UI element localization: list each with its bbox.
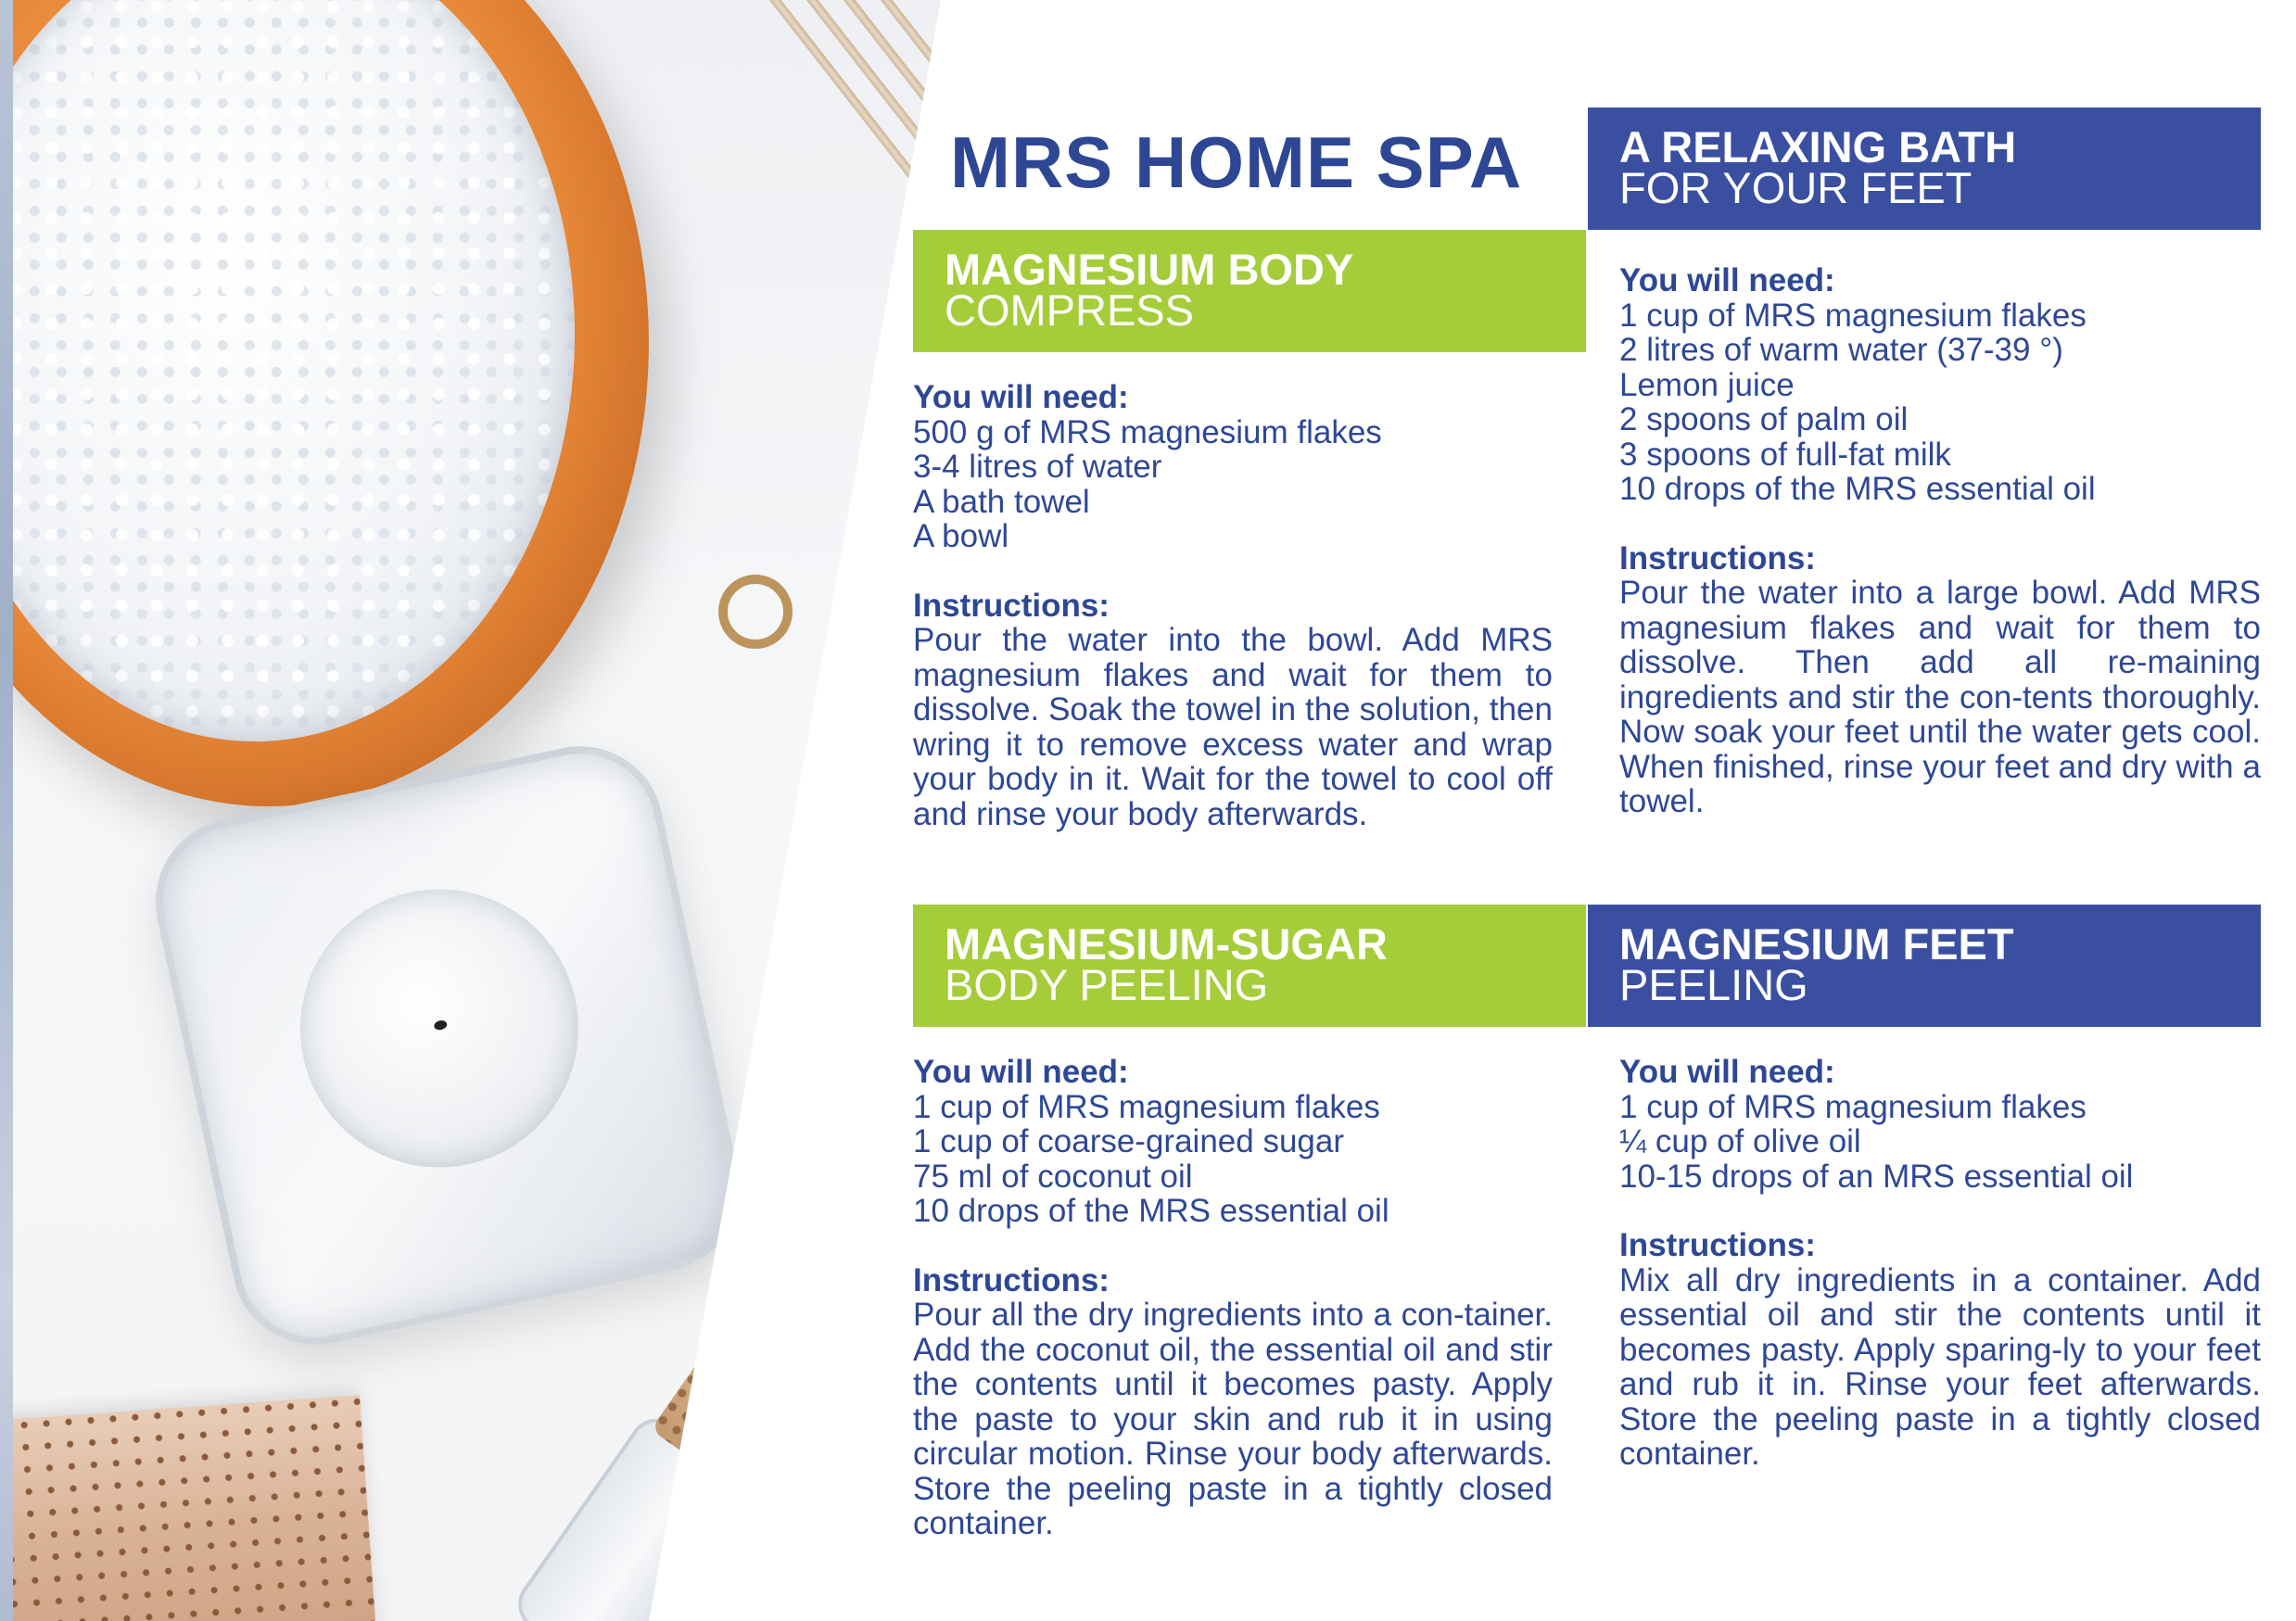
photo-edge-strip — [0, 0, 13, 1621]
ingredient-item: ¼ cup of olive oil — [1619, 1123, 1861, 1159]
recipe-relaxing-bath — [1619, 263, 2261, 819]
recipe-banner-feet-peeling — [1588, 905, 2261, 1027]
need-label: You will need: — [913, 1054, 1129, 1090]
candle-wick — [433, 1019, 448, 1032]
ingredient-item: 10 drops of the MRS essential oil — [1619, 471, 2096, 507]
recipe-sugar-peeling — [913, 1055, 1553, 1541]
candle — [274, 864, 604, 1194]
instructions-label: Instructions: — [1619, 539, 1816, 576]
recipe-banner-sugar-peeling — [913, 905, 1586, 1027]
instructions-label: Instructions: — [913, 587, 1110, 624]
oil-vial — [507, 1408, 769, 1621]
instructions-text: Pour the water into a large bowl. Add MRS magnesium flakes and wait for them to dissolve. Then add all re-maining ingredients and stir the con-tents thoroughly. Now soak your feet until the water gets cool. When finished, rinse your feet and dry with a towel. — [1619, 575, 2261, 819]
ingredient-item: 500 g of MRS magnesium flakes — [913, 413, 1382, 450]
recipe-banner-relaxing-bath — [1588, 108, 2261, 230]
ingredient-item: 3-4 litres of water — [913, 449, 1162, 485]
ingredient-item: A bowl — [913, 518, 1009, 554]
page-title: MRS HOME SPA — [950, 121, 1523, 203]
ingredient-item: 75 ml of coconut oil — [913, 1158, 1193, 1195]
reed-sticks — [704, 0, 945, 204]
ingredient-item: 3 spoons of full-fat milk — [1619, 436, 1951, 473]
ingredient-item: 1 cup of MRS magnesium flakes — [1619, 297, 2087, 334]
recipe-heading-bold: MAGNESIUM-SUGAR — [945, 919, 1388, 969]
instructions-text: Mix all dry ingredients in a container. Add essential oil and stir the contents until it becomes pasty. Apply sparing-ly to your feet and rub it in. Rinse your feet afterwards. Store the peeling paste in a tightly closed container. — [1619, 1261, 2261, 1472]
soap-bar — [0, 1395, 381, 1621]
ingredient-list — [1619, 1090, 2261, 1195]
ingredient-list — [1619, 298, 2261, 507]
instructions-label: Instructions: — [913, 1261, 1110, 1298]
recipe-heading-bold: MAGNESIUM FEET — [1619, 919, 2014, 969]
recipe-heading-bold: A RELAXING BATH — [1619, 122, 2017, 171]
ingredient-item: 2 spoons of palm oil — [1619, 401, 1909, 437]
ingredient-item: 1 cup of coarse-grained sugar — [913, 1123, 1344, 1159]
ingredient-list — [913, 415, 1553, 554]
need-label: You will need: — [913, 379, 1129, 415]
candle-jar — [140, 730, 755, 1360]
vial-cork — [651, 1358, 793, 1494]
jute-ring — [718, 575, 793, 649]
ingredient-item: 1 cup of MRS magnesium flakes — [913, 1088, 1380, 1125]
ingredient-item: A bath towel — [913, 483, 1090, 520]
spa-photo — [0, 0, 964, 1621]
instructions-label: Instructions: — [1619, 1227, 1816, 1263]
recipe-body-compress — [913, 380, 1553, 831]
recipe-heading-light: FOR YOUR FEET — [1619, 163, 1973, 212]
need-label: You will need: — [1619, 262, 1835, 298]
ingredient-item: Lemon juice — [1619, 366, 1795, 403]
ingredient-item: 2 litres of warm water (37-39 °) — [1619, 332, 2063, 368]
instructions-text: Pour all the dry ingredients into a con-tainer. Add the coconut oil, the essential oil and stir the contents until it becomes pasty. Apply the paste to your skin and rub it in using circular motion. Rinse your body afterwards. Store the peeling paste in a tightly closed container. — [913, 1297, 1553, 1541]
need-label: You will need: — [1619, 1054, 1835, 1090]
ingredient-item: 1 cup of MRS magnesium flakes — [1619, 1088, 2087, 1125]
ingredient-item: 10-15 drops of an MRS essential oil — [1619, 1158, 2134, 1195]
recipe-heading-bold: MAGNESIUM BODY — [945, 245, 1354, 294]
recipe-heading-light: BODY PEELING — [945, 960, 1269, 1009]
recipe-feet-peeling — [1619, 1055, 2261, 1472]
recipe-heading-light: COMPRESS — [945, 285, 1194, 335]
ingredient-list — [913, 1090, 1553, 1229]
ingredient-item: 10 drops of the MRS essential oil — [913, 1193, 1389, 1229]
recipe-banner-body-compress — [913, 230, 1586, 352]
instructions-text: Pour the water into the bowl. Add MRS magnesium flakes and wait for them to dissolve. Soak the towel in the solution, then wring it to remove excess water and wrap your body in it. Wait for the towel to cool off and rinse your body afterwards. — [913, 622, 1553, 832]
recipe-heading-light: PEELING — [1619, 960, 1808, 1009]
